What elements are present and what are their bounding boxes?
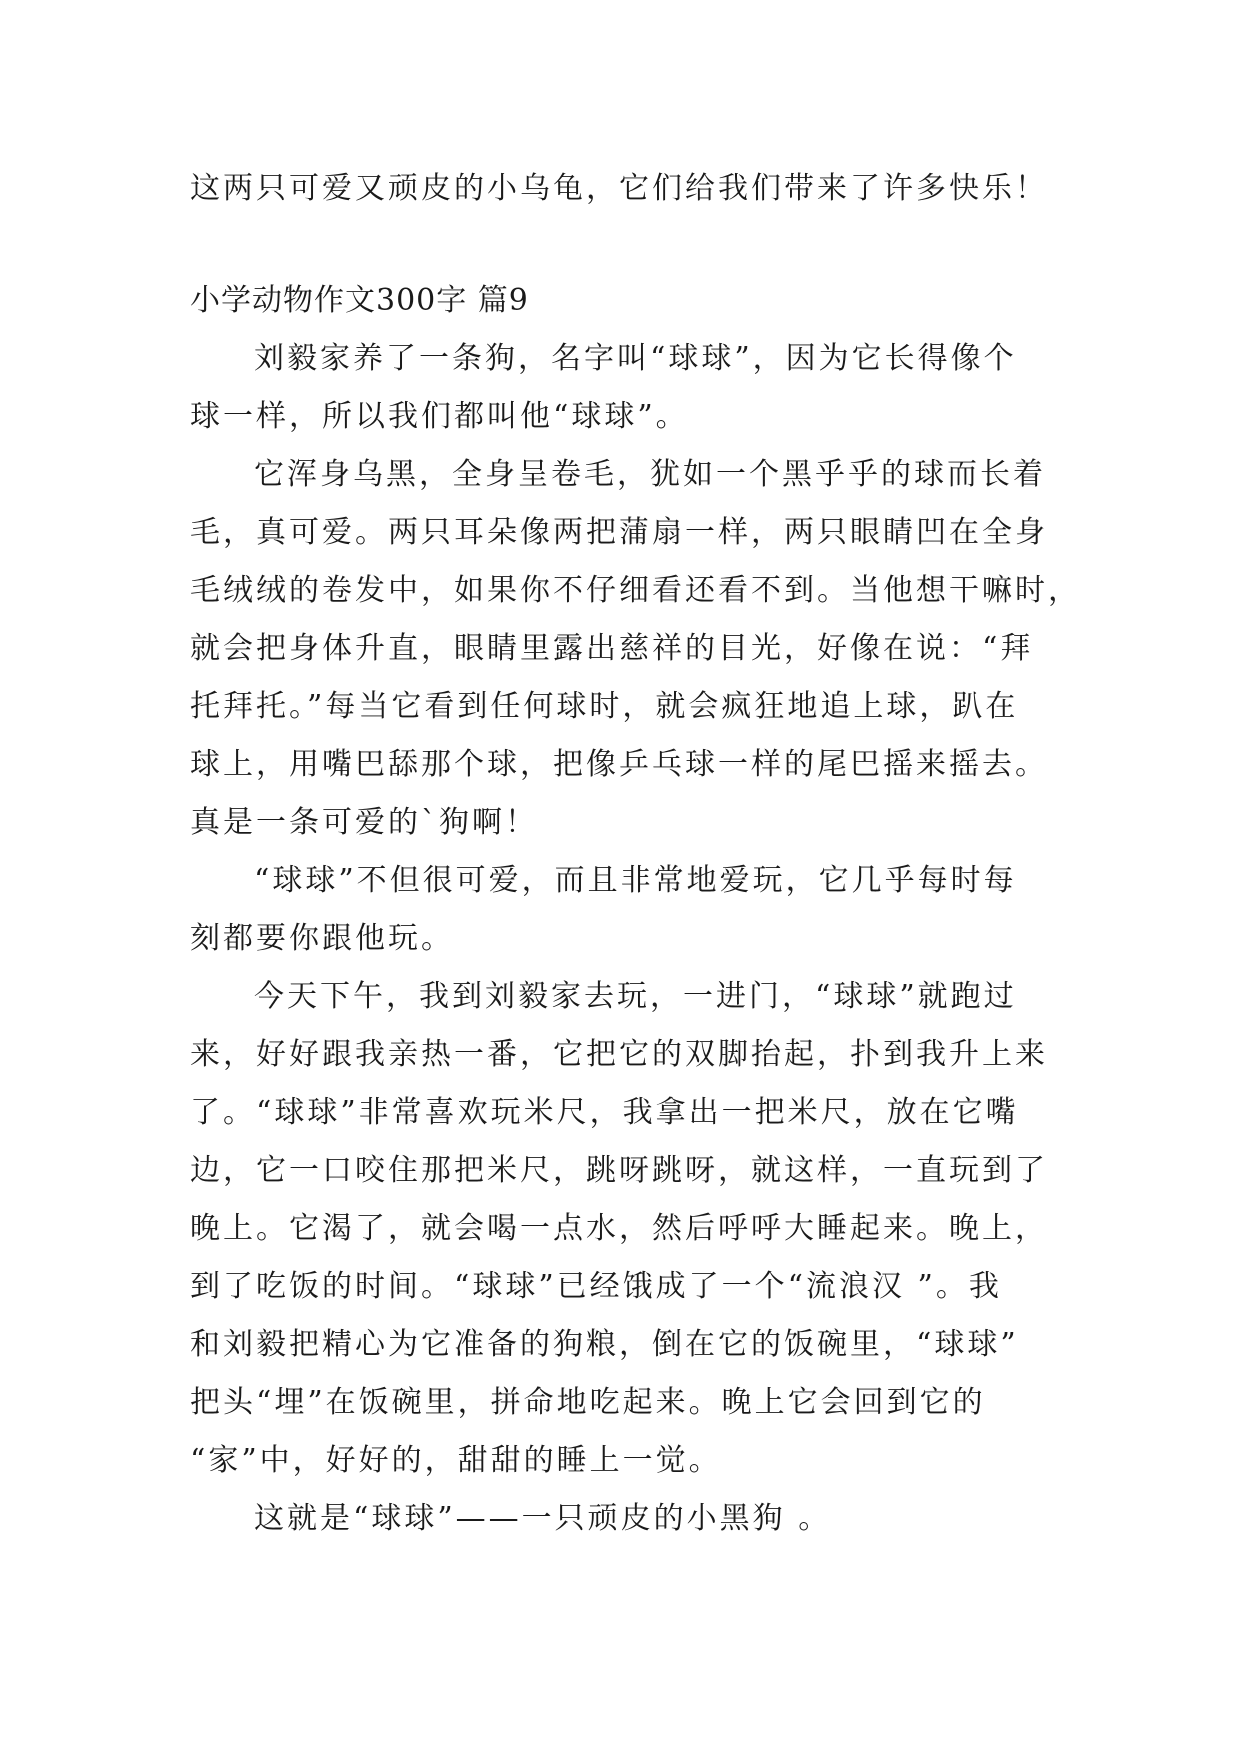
paragraph-line: 把头“埋”在饭碗里，拼命地吃起来。晚上它会回到它的: [190, 1385, 986, 1420]
paragraph-line: 今天下午，我到刘毅家去玩，一进门，“球球”就跑过: [254, 979, 1017, 1014]
paragraph-line: 就会把身体升直，眼睛里露出慈祥的目光，好像在说：“拜: [190, 631, 1034, 666]
paragraph-line: 毛，真可爱。两只耳朵像两把蒲扇一样，两只眼睛凹在全身: [190, 515, 1048, 550]
paragraph-line: 边，它一口咬住那把米尺，跳呀跳呀，就这样，一直玩到了: [190, 1153, 1048, 1188]
paragraph-line: 刻都要你跟他玩。: [190, 921, 454, 956]
paragraph-line: 到了吃饭的时间。“球球”已经饿成了一个“流浪汉 ”。我: [190, 1269, 1002, 1304]
paragraph-line: 和刘毅把精心为它准备的狗粮，倒在它的饭碗里，“球球”: [190, 1327, 1019, 1362]
paragraph-line: 球上，用嘴巴舔那个球，把像乒乓球一样的尾巴摇来摇去。: [190, 747, 1048, 782]
paragraph-line: 来，好好跟我亲热一番，它把它的双脚抬起，扑到我升上来: [190, 1037, 1048, 1072]
paragraph-line: 了。“球球”非常喜欢玩米尺，我拿出一把米尺，放在它嘴: [190, 1095, 1019, 1130]
document-body: [190, 160, 1081, 1548]
paragraph-line: “球球”不但很可爱，而且非常地爱玩，它几乎每时每: [254, 863, 1017, 898]
paragraph-line: 它浑身乌黑，全身呈卷毛，犹如一个黑乎乎的球而长着: [254, 457, 1046, 492]
paragraph-line: 真是一条可爱的`狗啊！: [190, 805, 538, 840]
paragraph-line: 这就是“球球”——一只顽皮的小黑狗 。: [254, 1501, 832, 1536]
essay-heading: 小学动物作文300字 篇9: [190, 283, 529, 318]
paragraph-line: 球一样，所以我们都叫他“球球”。: [190, 399, 689, 434]
paragraph-line: 托拜托。”每当它看到任何球时，就会疯狂地追上球，趴在: [190, 689, 1019, 724]
paragraph-line: 毛绒绒的卷发中，如果你不仔细看还看不到。当他想干嘛时，: [190, 573, 1081, 608]
spacer: [190, 218, 1070, 272]
paragraph-line: “家”中，好好的，甜甜的睡上一觉。: [190, 1443, 722, 1478]
paragraph-line: 晚上。它渴了，就会喝一点水，然后呼呼大睡起来。晚上，: [190, 1211, 1048, 1246]
intro-line: 这两只可爱又顽皮的小乌龟，它们给我们带来了许多快乐！: [190, 171, 1048, 206]
paragraph-line: 刘毅家养了一条狗，名字叫“球球”，因为它长得像个: [254, 341, 1017, 376]
